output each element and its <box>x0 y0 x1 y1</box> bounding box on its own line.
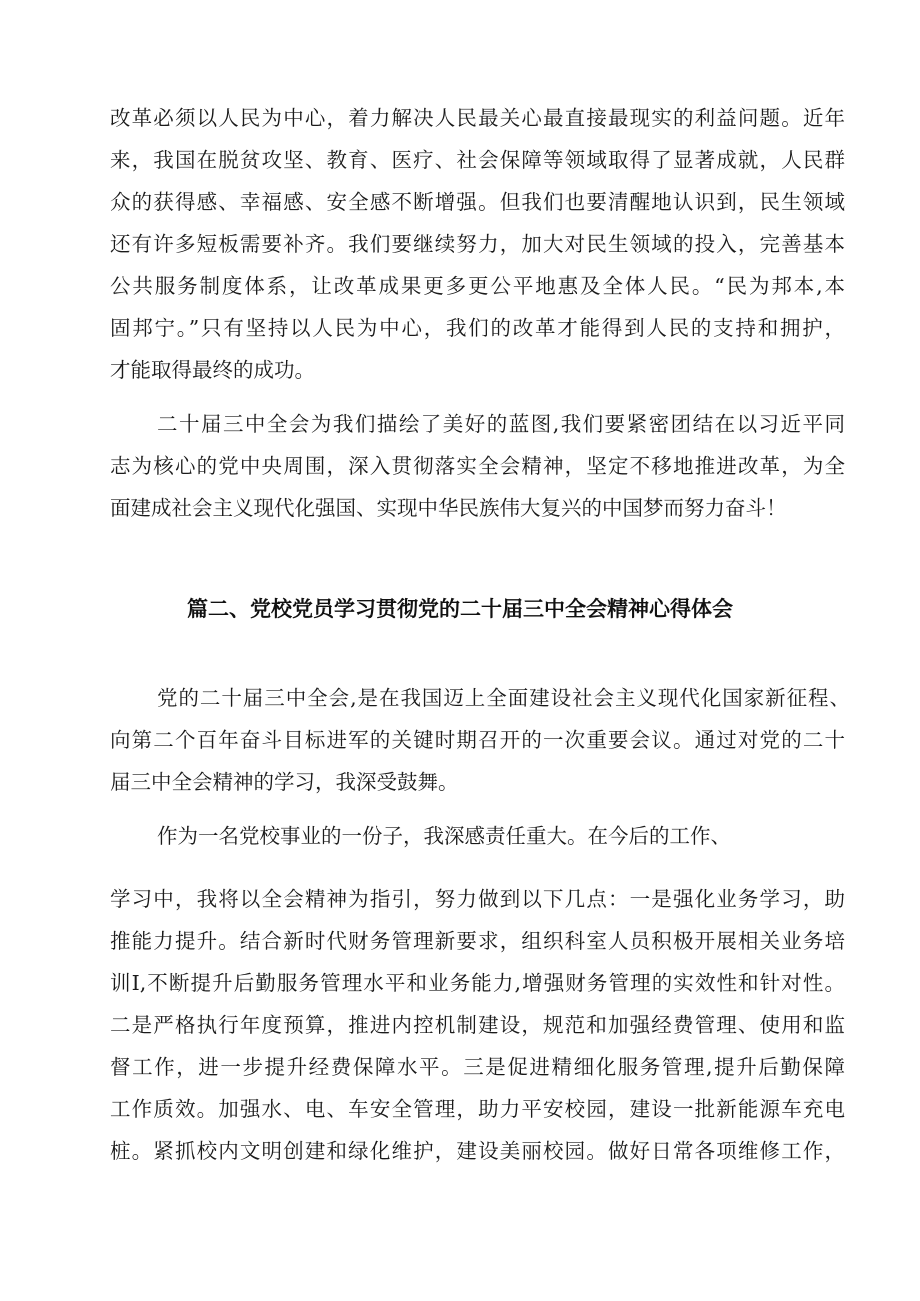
p2-line-1: 二十届三中全会为我们描绘了美好的蓝图,我们要紧密团结在以习近平同 <box>157 412 845 436</box>
section-title: 篇二、党校党员学习贯彻党的二十届三中全会精神心得体会 <box>187 597 733 621</box>
p1-line-2: 来，我国在脱贫攻坚、教育、医疗、社会保障等领域取得了显著成就，人民群 <box>110 148 845 172</box>
p5-line-5: 督工作，进一步提升经费保障水平。三是促进精细化服务管理,提升后勤保障 <box>110 1055 845 1079</box>
p1-line-3: 众的获得感、幸福感、安全感不断增强。但我们也要清醒地认识到，民生领域 <box>110 190 845 214</box>
p4-line-1: 作为一名党校事业的一份子，我深感责任重大。在今后的工作、 <box>157 824 731 848</box>
p5-line-7: 桩。紧抓校内文明创建和绿化维护，建设美丽校园。做好日常各项维修工作， <box>110 1139 845 1163</box>
p1-line-6: 固邦宁。”只有坚持以人民为中心，我们的改革才能得到人民的支持和拥护， <box>110 316 845 340</box>
p5-line-1: 学习中，我将以全会精神为指引，努力做到以下几点：一是强化业务学习，助 <box>110 887 845 911</box>
p5-line-2: 推能力提升。结合新时代财务管理新要求，组织科室人员积极开展相关业务培 <box>110 929 845 953</box>
p5-line-3: 训I,不断提升后勤服务管理水平和业务能力,增强财务管理的实效性和针对性。 <box>110 971 845 995</box>
p3-line-2: 向第二个百年奋斗目标进军的关键时期召开的一次重要会议。通过对党的二十 <box>110 728 845 752</box>
p1-line-5: 公共服务制度体系，让改革成果更多更公平地惠及全体人民。“民为邦本,本 <box>110 274 845 298</box>
p1-line-1: 改革必须以人民为中心，着力解决人民最关心最直接最现实的利益问题。近年 <box>110 106 845 130</box>
p3-line-1: 党的二十届三中全会,是在我国迈上全面建设社会主义现代化国家新征程、 <box>157 686 850 710</box>
p5-line-4: 二是严格执行年度预算，推进内控机制建设，规范和加强经费管理、使用和监 <box>110 1013 845 1037</box>
p2-line-3: 面建成社会主义现代化强国、实现中华民族伟大复兴的中国梦而努力奋斗！ <box>110 496 787 520</box>
p5-line-6: 工作质效。加强水、电、车安全管理，助力平安校园，建设一批新能源车充电 <box>110 1097 845 1121</box>
p2-line-2: 志为核心的党中央周围，深入贯彻落实全会精神，坚定不移地推进改革，为全 <box>110 454 845 478</box>
p3-line-3: 届三中全会精神的学习，我深受鼓舞。 <box>110 770 459 794</box>
p1-line-4: 还有许多短板需要补齐。我们要继续努力，加大对民生领域的投入，完善基本 <box>110 232 845 256</box>
p1-line-7: 才能取得最终的成功。 <box>110 358 315 382</box>
